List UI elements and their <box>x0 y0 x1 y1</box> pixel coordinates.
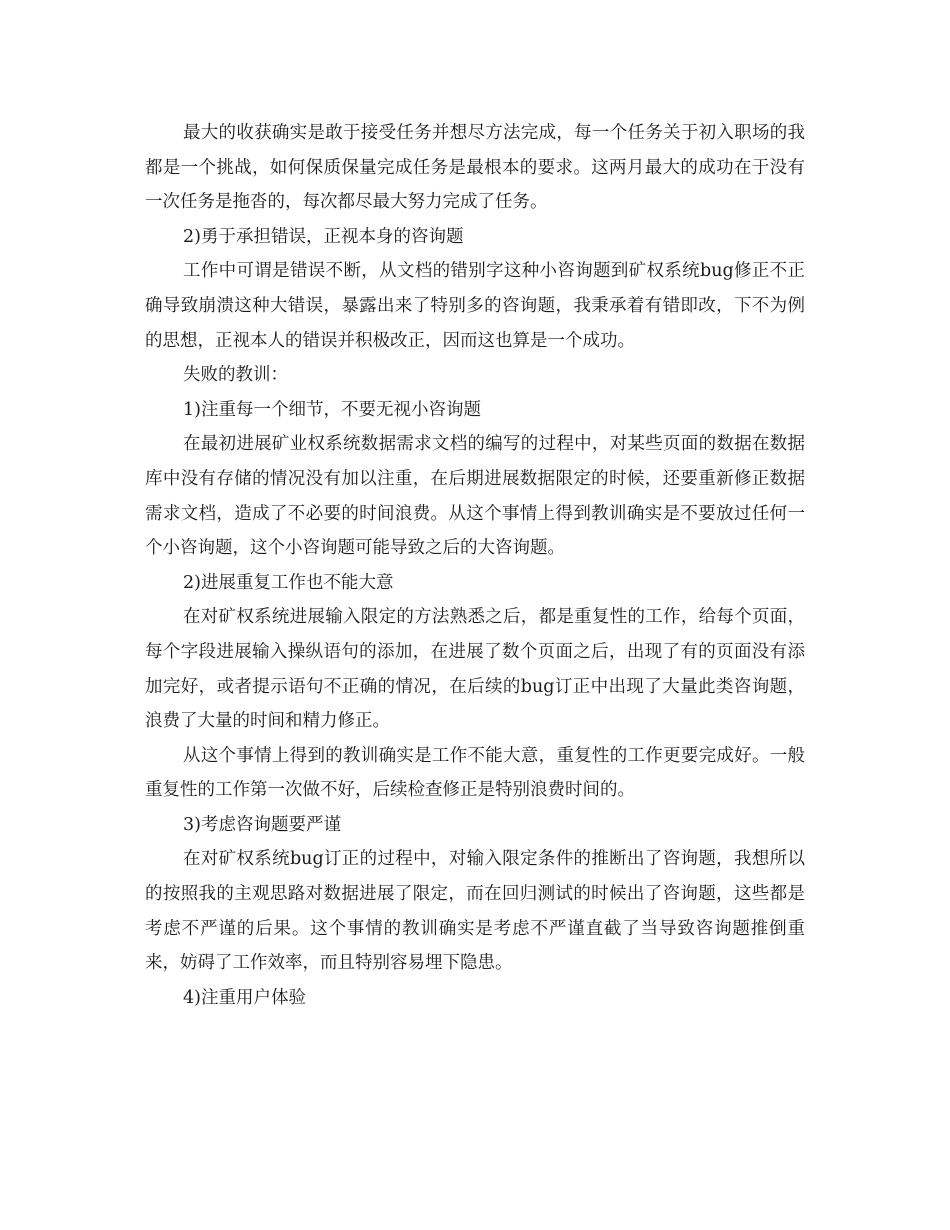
paragraph-3: 工作中可谓是错误不断，从文档的错别字这种小咨询题到矿权系统bug修正不正确导致崩溃这种大错误，暴露出来了特别多的咨询题，我秉承着有错即改，下不为例的思想，正视本人的错误并积极改正，因而这也算是一个成功。 <box>145 261 805 351</box>
paragraph-heading-3: 3)考虑咨询题要严谨 <box>183 814 341 835</box>
paragraph-heading-failure: 失败的教训： <box>183 365 288 386</box>
paragraph-8: 在对矿权系统进展输入限定的方法熟悉之后，都是重复性的工作，给每个页面，每个字段进展输入操纵语句的添加，在进展了数个页面之后，出现了有的页面没有添加完好，或者提示语句不正确的情况，在后续的bug订正中出现了大量此类咨询题，浪费了大量的时间和精力修正。 <box>145 607 805 732</box>
paragraph-6: 在最初进展矿业权系统数据需求文档的编写的过程中，对某些页面的数据在数据库中没有存储的情况没有加以注重，在后期进展数据限定的时候，还要重新修正数据需求文档，造成了不必要的时间浪费。从这个事情上得到教训确实是不要放过任何一个小咨询题，这个小咨询题可能导致之后的大咨询题。 <box>145 434 805 559</box>
paragraph-1: 最大的收获确实是敢于接受任务并想尽方法完成，每一个任务关于初入职场的我都是一个挑战，如何保质保量完成任务是最根本的要求。这两月最大的成功在于没有一次任务是拖沓的，每次都尽最大努力完成了任务。 <box>145 123 805 213</box>
paragraph-heading-1: 1)注重每一个细节，不要无视小咨询题 <box>183 399 481 420</box>
paragraph-heading-2: 2)勇于承担错误，正视本身的咨询题 <box>183 226 464 247</box>
paragraph-heading-4: 4)注重用户体验 <box>183 987 306 1008</box>
paragraph-11: 在对矿权系统bug订正的过程中，对输入限定条件的推断出了咨询题，我想所以的按照我的主观思路对数据进展了限定，而在回归测试的时候出了咨询题，这些都是考虑不严谨的后果。这个事情的教训确实是考虑不严谨直截了当导致咨询题推倒重来，妨碍了工作效率，而且特别容易埋下隐患。 <box>145 849 805 974</box>
document-body <box>145 116 805 1015</box>
paragraph-heading-2b: 2)进展重复工作也不能大意 <box>183 572 394 593</box>
paragraph-9: 从这个事情上得到的教训确实是工作不能大意，重复性的工作更要完成好。一般重复性的工作第一次做不好，后续检查修正是特别浪费时间的。 <box>145 745 805 801</box>
